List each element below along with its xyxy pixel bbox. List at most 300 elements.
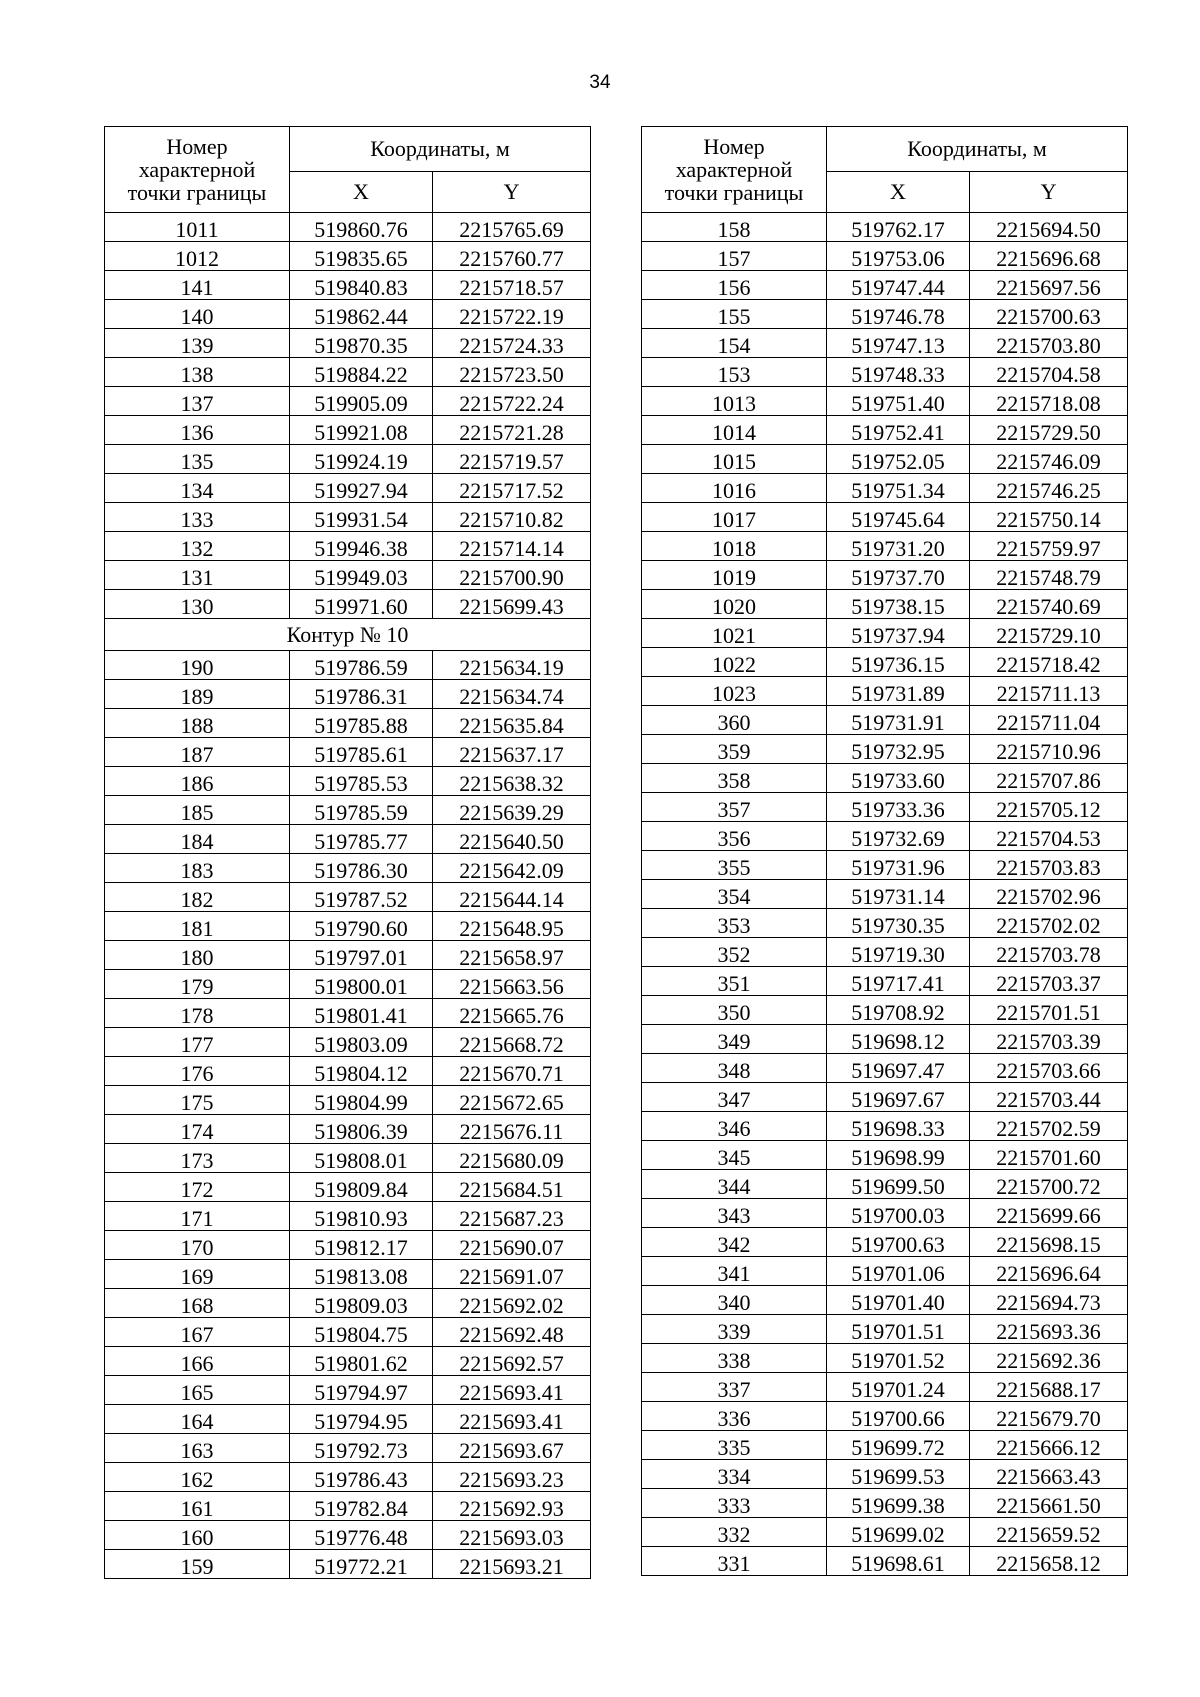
y-coordinate-cell: 2215640.50 bbox=[433, 825, 591, 854]
point-number-cell: 337 bbox=[642, 1373, 827, 1402]
point-number-cell: 156 bbox=[642, 271, 827, 300]
table-row bbox=[642, 1170, 1128, 1199]
x-header: X bbox=[290, 172, 433, 213]
y-coordinate-cell: 2215693.67 bbox=[433, 1434, 591, 1463]
point-number-cell: 190 bbox=[105, 651, 290, 680]
point-number-cell: 165 bbox=[105, 1376, 290, 1405]
point-number-cell: 1011 bbox=[105, 213, 290, 242]
y-coordinate-cell: 2215698.15 bbox=[970, 1228, 1128, 1257]
x-coordinate-cell: 519699.50 bbox=[827, 1170, 970, 1199]
point-number-cell: 158 bbox=[642, 213, 827, 242]
y-coordinate-cell: 2215702.02 bbox=[970, 909, 1128, 938]
point-number-cell: 141 bbox=[105, 271, 290, 300]
table-body bbox=[642, 213, 1128, 1576]
x-coordinate-cell: 519733.60 bbox=[827, 764, 970, 793]
point-number-cell: 334 bbox=[642, 1460, 827, 1489]
table-row bbox=[642, 590, 1128, 619]
coordinates-header: Координаты, м bbox=[290, 127, 591, 172]
y-coordinate-cell: 2215639.29 bbox=[433, 796, 591, 825]
x-coordinate-cell: 519785.88 bbox=[290, 709, 433, 738]
point-number-cell: 1012 bbox=[105, 242, 290, 271]
point-number-cell: 168 bbox=[105, 1289, 290, 1318]
point-number-cell: 355 bbox=[642, 851, 827, 880]
x-coordinate-cell: 519753.06 bbox=[827, 242, 970, 271]
point-number-cell: 340 bbox=[642, 1286, 827, 1315]
point-number-cell: 130 bbox=[105, 590, 290, 619]
x-coordinate-cell: 519921.08 bbox=[290, 416, 433, 445]
point-number-header bbox=[105, 127, 290, 213]
table-row bbox=[642, 474, 1128, 503]
table-row bbox=[105, 709, 591, 738]
table-row bbox=[642, 561, 1128, 590]
table-row bbox=[642, 1460, 1128, 1489]
x-coordinate-cell: 519786.59 bbox=[290, 651, 433, 680]
point-number-cell: 181 bbox=[105, 912, 290, 941]
point-number-cell: 1015 bbox=[642, 445, 827, 474]
table-row bbox=[642, 1344, 1128, 1373]
table-row bbox=[105, 883, 591, 912]
x-coordinate-cell: 519809.03 bbox=[290, 1289, 433, 1318]
y-coordinate-cell: 2215718.57 bbox=[433, 271, 591, 300]
point-number-cell: 136 bbox=[105, 416, 290, 445]
table-row bbox=[642, 416, 1128, 445]
x-coordinate-cell: 519794.97 bbox=[290, 1376, 433, 1405]
x-coordinate-cell: 519971.60 bbox=[290, 590, 433, 619]
x-coordinate-cell: 519699.38 bbox=[827, 1489, 970, 1518]
y-coordinate-cell: 2215701.60 bbox=[970, 1141, 1128, 1170]
y-coordinate-cell: 2215700.72 bbox=[970, 1170, 1128, 1199]
x-coordinate-cell: 519794.95 bbox=[290, 1405, 433, 1434]
point-number-cell: 332 bbox=[642, 1518, 827, 1547]
point-header-line: Номер bbox=[703, 133, 765, 159]
point-number-cell: 358 bbox=[642, 764, 827, 793]
table-row bbox=[642, 619, 1128, 648]
y-coordinate-cell: 2215703.39 bbox=[970, 1025, 1128, 1054]
point-number-cell: 343 bbox=[642, 1199, 827, 1228]
point-number-cell: 336 bbox=[642, 1402, 827, 1431]
point-number-cell: 360 bbox=[642, 706, 827, 735]
point-header-line: характерной bbox=[138, 156, 256, 182]
page-number: 34 bbox=[589, 72, 611, 93]
table-row bbox=[105, 503, 591, 532]
table-row bbox=[105, 738, 591, 767]
table-row bbox=[105, 590, 591, 619]
table-row bbox=[642, 1518, 1128, 1547]
table-row bbox=[642, 1025, 1128, 1054]
y-coordinate-cell: 2215693.41 bbox=[433, 1405, 591, 1434]
table-row bbox=[642, 1373, 1128, 1402]
table-row bbox=[642, 648, 1128, 677]
y-coordinate-cell: 2215666.12 bbox=[970, 1431, 1128, 1460]
y-coordinate-cell: 2215635.84 bbox=[433, 709, 591, 738]
table-row bbox=[105, 329, 591, 358]
coordinates-header: Координаты, м bbox=[827, 127, 1128, 172]
y-coordinate-cell: 2215703.83 bbox=[970, 851, 1128, 880]
table-row bbox=[105, 532, 591, 561]
x-coordinate-cell: 519736.15 bbox=[827, 648, 970, 677]
table-row bbox=[105, 474, 591, 503]
x-coordinate-cell: 519776.48 bbox=[290, 1521, 433, 1550]
point-number-cell: 177 bbox=[105, 1028, 290, 1057]
table-row bbox=[105, 271, 591, 300]
y-coordinate-cell: 2215703.66 bbox=[970, 1054, 1128, 1083]
section-label: Контур № 10 bbox=[105, 619, 591, 651]
y-coordinate-cell: 2215704.58 bbox=[970, 358, 1128, 387]
x-coordinate-cell: 519700.03 bbox=[827, 1199, 970, 1228]
point-number-cell: 356 bbox=[642, 822, 827, 851]
table-row bbox=[642, 1257, 1128, 1286]
x-coordinate-cell: 519801.62 bbox=[290, 1347, 433, 1376]
y-coordinate-cell: 2215724.33 bbox=[433, 329, 591, 358]
y-coordinate-cell: 2215696.68 bbox=[970, 242, 1128, 271]
point-number-cell: 182 bbox=[105, 883, 290, 912]
y-coordinate-cell: 2215644.14 bbox=[433, 883, 591, 912]
y-coordinate-cell: 2215719.57 bbox=[433, 445, 591, 474]
x-coordinate-cell: 519835.65 bbox=[290, 242, 433, 271]
x-coordinate-cell: 519905.09 bbox=[290, 387, 433, 416]
table-row bbox=[105, 1028, 591, 1057]
y-coordinate-cell: 2215702.59 bbox=[970, 1112, 1128, 1141]
table-row bbox=[642, 764, 1128, 793]
point-header-line: Номер bbox=[166, 133, 228, 159]
x-coordinate-cell: 519946.38 bbox=[290, 532, 433, 561]
y-coordinate-cell: 2215692.02 bbox=[433, 1289, 591, 1318]
x-coordinate-cell: 519813.08 bbox=[290, 1260, 433, 1289]
point-number-cell: 167 bbox=[105, 1318, 290, 1347]
table-row bbox=[642, 1054, 1128, 1083]
point-number-cell: 359 bbox=[642, 735, 827, 764]
y-coordinate-cell: 2215680.09 bbox=[433, 1144, 591, 1173]
table-row bbox=[105, 1231, 591, 1260]
point-number-cell: 357 bbox=[642, 793, 827, 822]
x-coordinate-cell: 519792.73 bbox=[290, 1434, 433, 1463]
table-row bbox=[642, 677, 1128, 706]
y-coordinate-cell: 2215663.43 bbox=[970, 1460, 1128, 1489]
point-number-cell: 140 bbox=[105, 300, 290, 329]
point-number-cell: 342 bbox=[642, 1228, 827, 1257]
y-coordinate-cell: 2215722.24 bbox=[433, 387, 591, 416]
point-number-cell: 171 bbox=[105, 1202, 290, 1231]
table-row bbox=[105, 1318, 591, 1347]
point-number-cell: 1023 bbox=[642, 677, 827, 706]
y-coordinate-cell: 2215679.70 bbox=[970, 1402, 1128, 1431]
point-number-cell: 172 bbox=[105, 1173, 290, 1202]
point-number-cell: 353 bbox=[642, 909, 827, 938]
table-row bbox=[105, 1405, 591, 1434]
y-coordinate-cell: 2215714.14 bbox=[433, 532, 591, 561]
x-coordinate-cell: 519785.53 bbox=[290, 767, 433, 796]
point-number-cell: 160 bbox=[105, 1521, 290, 1550]
table-row bbox=[105, 1434, 591, 1463]
table-row bbox=[105, 1347, 591, 1376]
point-number-cell: 139 bbox=[105, 329, 290, 358]
table-row bbox=[105, 680, 591, 709]
x-coordinate-cell: 519738.15 bbox=[827, 590, 970, 619]
x-coordinate-cell: 519699.02 bbox=[827, 1518, 970, 1547]
y-coordinate-cell: 2215637.17 bbox=[433, 738, 591, 767]
table-row bbox=[105, 300, 591, 329]
table-row bbox=[105, 1463, 591, 1492]
point-number-cell: 184 bbox=[105, 825, 290, 854]
y-coordinate-cell: 2215722.19 bbox=[433, 300, 591, 329]
table-row bbox=[105, 1492, 591, 1521]
table-row bbox=[105, 1144, 591, 1173]
table-row bbox=[105, 416, 591, 445]
point-number-cell: 175 bbox=[105, 1086, 290, 1115]
point-number-cell: 176 bbox=[105, 1057, 290, 1086]
point-number-cell: 132 bbox=[105, 532, 290, 561]
coordinates-table-left bbox=[104, 126, 591, 1579]
table-row bbox=[105, 1202, 591, 1231]
coordinates-table-right bbox=[641, 126, 1128, 1576]
point-header-line: точки границы bbox=[664, 180, 804, 206]
x-coordinate-cell: 519803.09 bbox=[290, 1028, 433, 1057]
point-number-cell: 1020 bbox=[642, 590, 827, 619]
x-coordinate-cell: 519717.41 bbox=[827, 967, 970, 996]
x-coordinate-cell: 519700.63 bbox=[827, 1228, 970, 1257]
y-coordinate-cell: 2215692.36 bbox=[970, 1344, 1128, 1373]
y-coordinate-cell: 2215700.90 bbox=[433, 561, 591, 590]
point-number-cell: 350 bbox=[642, 996, 827, 1025]
x-coordinate-cell: 519751.34 bbox=[827, 474, 970, 503]
y-coordinate-cell: 2215729.10 bbox=[970, 619, 1128, 648]
y-coordinate-cell: 2215634.19 bbox=[433, 651, 591, 680]
x-coordinate-cell: 519804.99 bbox=[290, 1086, 433, 1115]
table-row bbox=[105, 1376, 591, 1405]
table-row bbox=[642, 706, 1128, 735]
x-coordinate-cell: 519809.84 bbox=[290, 1173, 433, 1202]
point-number-cell: 183 bbox=[105, 854, 290, 883]
x-coordinate-cell: 519747.44 bbox=[827, 271, 970, 300]
x-coordinate-cell: 519698.33 bbox=[827, 1112, 970, 1141]
y-coordinate-cell: 2215705.12 bbox=[970, 793, 1128, 822]
point-number-cell: 179 bbox=[105, 970, 290, 999]
x-coordinate-cell: 519787.52 bbox=[290, 883, 433, 912]
y-coordinate-cell: 2215688.17 bbox=[970, 1373, 1128, 1402]
table-row bbox=[105, 358, 591, 387]
table-row bbox=[642, 1286, 1128, 1315]
x-coordinate-cell: 519731.91 bbox=[827, 706, 970, 735]
y-coordinate-cell: 2215703.44 bbox=[970, 1083, 1128, 1112]
x-coordinate-cell: 519752.05 bbox=[827, 445, 970, 474]
table-row bbox=[642, 938, 1128, 967]
x-coordinate-cell: 519860.76 bbox=[290, 213, 433, 242]
x-coordinate-cell: 519700.66 bbox=[827, 1402, 970, 1431]
y-coordinate-cell: 2215692.57 bbox=[433, 1347, 591, 1376]
point-number-cell: 1017 bbox=[642, 503, 827, 532]
x-coordinate-cell: 519801.41 bbox=[290, 999, 433, 1028]
y-coordinate-cell: 2215699.43 bbox=[433, 590, 591, 619]
x-coordinate-cell: 519737.70 bbox=[827, 561, 970, 590]
y-coordinate-cell: 2215748.79 bbox=[970, 561, 1128, 590]
y-coordinate-cell: 2215687.23 bbox=[433, 1202, 591, 1231]
table-row bbox=[642, 1228, 1128, 1257]
x-coordinate-cell: 519862.44 bbox=[290, 300, 433, 329]
x-coordinate-cell: 519708.92 bbox=[827, 996, 970, 1025]
point-number-cell: 162 bbox=[105, 1463, 290, 1492]
point-number-cell: 346 bbox=[642, 1112, 827, 1141]
point-number-cell: 155 bbox=[642, 300, 827, 329]
x-coordinate-cell: 519797.01 bbox=[290, 941, 433, 970]
point-number-cell: 348 bbox=[642, 1054, 827, 1083]
y-coordinate-cell: 2215718.42 bbox=[970, 648, 1128, 677]
table-row bbox=[642, 822, 1128, 851]
x-coordinate-cell: 519699.72 bbox=[827, 1431, 970, 1460]
x-coordinate-cell: 519701.40 bbox=[827, 1286, 970, 1315]
x-coordinate-cell: 519804.12 bbox=[290, 1057, 433, 1086]
y-coordinate-cell: 2215658.12 bbox=[970, 1547, 1128, 1576]
table-row bbox=[642, 1112, 1128, 1141]
point-number-cell: 153 bbox=[642, 358, 827, 387]
x-coordinate-cell: 519804.75 bbox=[290, 1318, 433, 1347]
table-row bbox=[642, 1141, 1128, 1170]
x-coordinate-cell: 519698.99 bbox=[827, 1141, 970, 1170]
x-coordinate-cell: 519731.14 bbox=[827, 880, 970, 909]
point-number-cell: 154 bbox=[642, 329, 827, 358]
table-row bbox=[642, 300, 1128, 329]
table-row bbox=[105, 854, 591, 883]
point-number-cell: 189 bbox=[105, 680, 290, 709]
x-coordinate-cell: 519698.12 bbox=[827, 1025, 970, 1054]
y-coordinate-cell: 2215759.97 bbox=[970, 532, 1128, 561]
x-coordinate-cell: 519927.94 bbox=[290, 474, 433, 503]
y-coordinate-cell: 2215693.21 bbox=[433, 1550, 591, 1579]
x-coordinate-cell: 519870.35 bbox=[290, 329, 433, 358]
point-number-cell: 1016 bbox=[642, 474, 827, 503]
point-number-cell: 169 bbox=[105, 1260, 290, 1289]
y-coordinate-cell: 2215702.96 bbox=[970, 880, 1128, 909]
x-coordinate-cell: 519731.96 bbox=[827, 851, 970, 880]
y-coordinate-cell: 2215760.77 bbox=[433, 242, 591, 271]
table-row bbox=[105, 561, 591, 590]
point-number-cell: 339 bbox=[642, 1315, 827, 1344]
point-number-cell: 331 bbox=[642, 1547, 827, 1576]
point-number-cell: 347 bbox=[642, 1083, 827, 1112]
y-coordinate-cell: 2215693.03 bbox=[433, 1521, 591, 1550]
x-coordinate-cell: 519747.13 bbox=[827, 329, 970, 358]
table-row bbox=[105, 1057, 591, 1086]
x-coordinate-cell: 519699.53 bbox=[827, 1460, 970, 1489]
point-number-cell: 349 bbox=[642, 1025, 827, 1054]
point-number-cell: 1018 bbox=[642, 532, 827, 561]
point-number-cell: 186 bbox=[105, 767, 290, 796]
table-row bbox=[105, 941, 591, 970]
y-header: Y bbox=[970, 172, 1128, 213]
x-coordinate-cell: 519748.33 bbox=[827, 358, 970, 387]
y-coordinate-cell: 2215638.32 bbox=[433, 767, 591, 796]
y-coordinate-cell: 2215707.86 bbox=[970, 764, 1128, 793]
y-coordinate-cell: 2215699.66 bbox=[970, 1199, 1128, 1228]
table-row bbox=[642, 1315, 1128, 1344]
table-row bbox=[642, 242, 1128, 271]
y-coordinate-cell: 2215703.80 bbox=[970, 329, 1128, 358]
y-coordinate-cell: 2215703.37 bbox=[970, 967, 1128, 996]
y-coordinate-cell: 2215700.63 bbox=[970, 300, 1128, 329]
table-row bbox=[105, 1260, 591, 1289]
y-coordinate-cell: 2215691.07 bbox=[433, 1260, 591, 1289]
x-coordinate-cell: 519701.06 bbox=[827, 1257, 970, 1286]
table-row bbox=[105, 1289, 591, 1318]
point-number-cell: 138 bbox=[105, 358, 290, 387]
point-number-cell: 178 bbox=[105, 999, 290, 1028]
x-coordinate-cell: 519701.52 bbox=[827, 1344, 970, 1373]
y-coordinate-cell: 2215693.23 bbox=[433, 1463, 591, 1492]
point-number-cell: 352 bbox=[642, 938, 827, 967]
point-number-cell: 180 bbox=[105, 941, 290, 970]
point-number-cell: 174 bbox=[105, 1115, 290, 1144]
table-row bbox=[642, 1431, 1128, 1460]
x-coordinate-cell: 519746.78 bbox=[827, 300, 970, 329]
point-number-cell: 185 bbox=[105, 796, 290, 825]
x-coordinate-cell: 519772.21 bbox=[290, 1550, 433, 1579]
point-number-cell: 133 bbox=[105, 503, 290, 532]
table-row bbox=[105, 999, 591, 1028]
x-coordinate-cell: 519701.24 bbox=[827, 1373, 970, 1402]
y-coordinate-cell: 2215694.73 bbox=[970, 1286, 1128, 1315]
table-row bbox=[642, 1402, 1128, 1431]
point-number-cell: 354 bbox=[642, 880, 827, 909]
point-number-cell: 344 bbox=[642, 1170, 827, 1199]
y-coordinate-cell: 2215670.71 bbox=[433, 1057, 591, 1086]
table-row bbox=[642, 1547, 1128, 1576]
table-row bbox=[105, 825, 591, 854]
point-number-cell: 173 bbox=[105, 1144, 290, 1173]
table-row bbox=[105, 796, 591, 825]
y-coordinate-cell: 2215693.36 bbox=[970, 1315, 1128, 1344]
y-coordinate-cell: 2215684.51 bbox=[433, 1173, 591, 1202]
point-number-cell: 135 bbox=[105, 445, 290, 474]
y-coordinate-cell: 2215663.56 bbox=[433, 970, 591, 999]
x-coordinate-cell: 519730.35 bbox=[827, 909, 970, 938]
section-row bbox=[105, 619, 591, 651]
x-coordinate-cell: 519732.69 bbox=[827, 822, 970, 851]
x-coordinate-cell: 519697.67 bbox=[827, 1083, 970, 1112]
point-number-cell: 1019 bbox=[642, 561, 827, 590]
y-header: Y bbox=[433, 172, 591, 213]
y-coordinate-cell: 2215668.72 bbox=[433, 1028, 591, 1057]
y-coordinate-cell: 2215710.96 bbox=[970, 735, 1128, 764]
table-row bbox=[105, 767, 591, 796]
x-coordinate-cell: 519924.19 bbox=[290, 445, 433, 474]
x-coordinate-cell: 519786.31 bbox=[290, 680, 433, 709]
y-coordinate-cell: 2215694.50 bbox=[970, 213, 1128, 242]
y-coordinate-cell: 2215672.65 bbox=[433, 1086, 591, 1115]
y-coordinate-cell: 2215703.78 bbox=[970, 938, 1128, 967]
point-header-line: точки границы bbox=[127, 180, 267, 206]
x-coordinate-cell: 519698.61 bbox=[827, 1547, 970, 1576]
point-number-cell: 137 bbox=[105, 387, 290, 416]
point-number-cell: 161 bbox=[105, 1492, 290, 1521]
x-coordinate-cell: 519737.94 bbox=[827, 619, 970, 648]
y-coordinate-cell: 2215690.07 bbox=[433, 1231, 591, 1260]
x-coordinate-cell: 519884.22 bbox=[290, 358, 433, 387]
y-coordinate-cell: 2215701.51 bbox=[970, 996, 1128, 1025]
y-coordinate-cell: 2215740.69 bbox=[970, 590, 1128, 619]
point-number-cell: 157 bbox=[642, 242, 827, 271]
table-row bbox=[642, 329, 1128, 358]
table-row bbox=[642, 1083, 1128, 1112]
y-coordinate-cell: 2215665.76 bbox=[433, 999, 591, 1028]
y-coordinate-cell: 2215710.82 bbox=[433, 503, 591, 532]
table-row bbox=[642, 996, 1128, 1025]
table-row bbox=[105, 387, 591, 416]
point-number-cell: 1014 bbox=[642, 416, 827, 445]
table-row bbox=[642, 271, 1128, 300]
y-coordinate-cell: 2215692.93 bbox=[433, 1492, 591, 1521]
x-coordinate-cell: 519782.84 bbox=[290, 1492, 433, 1521]
table-body bbox=[105, 213, 591, 1579]
table-row bbox=[642, 967, 1128, 996]
